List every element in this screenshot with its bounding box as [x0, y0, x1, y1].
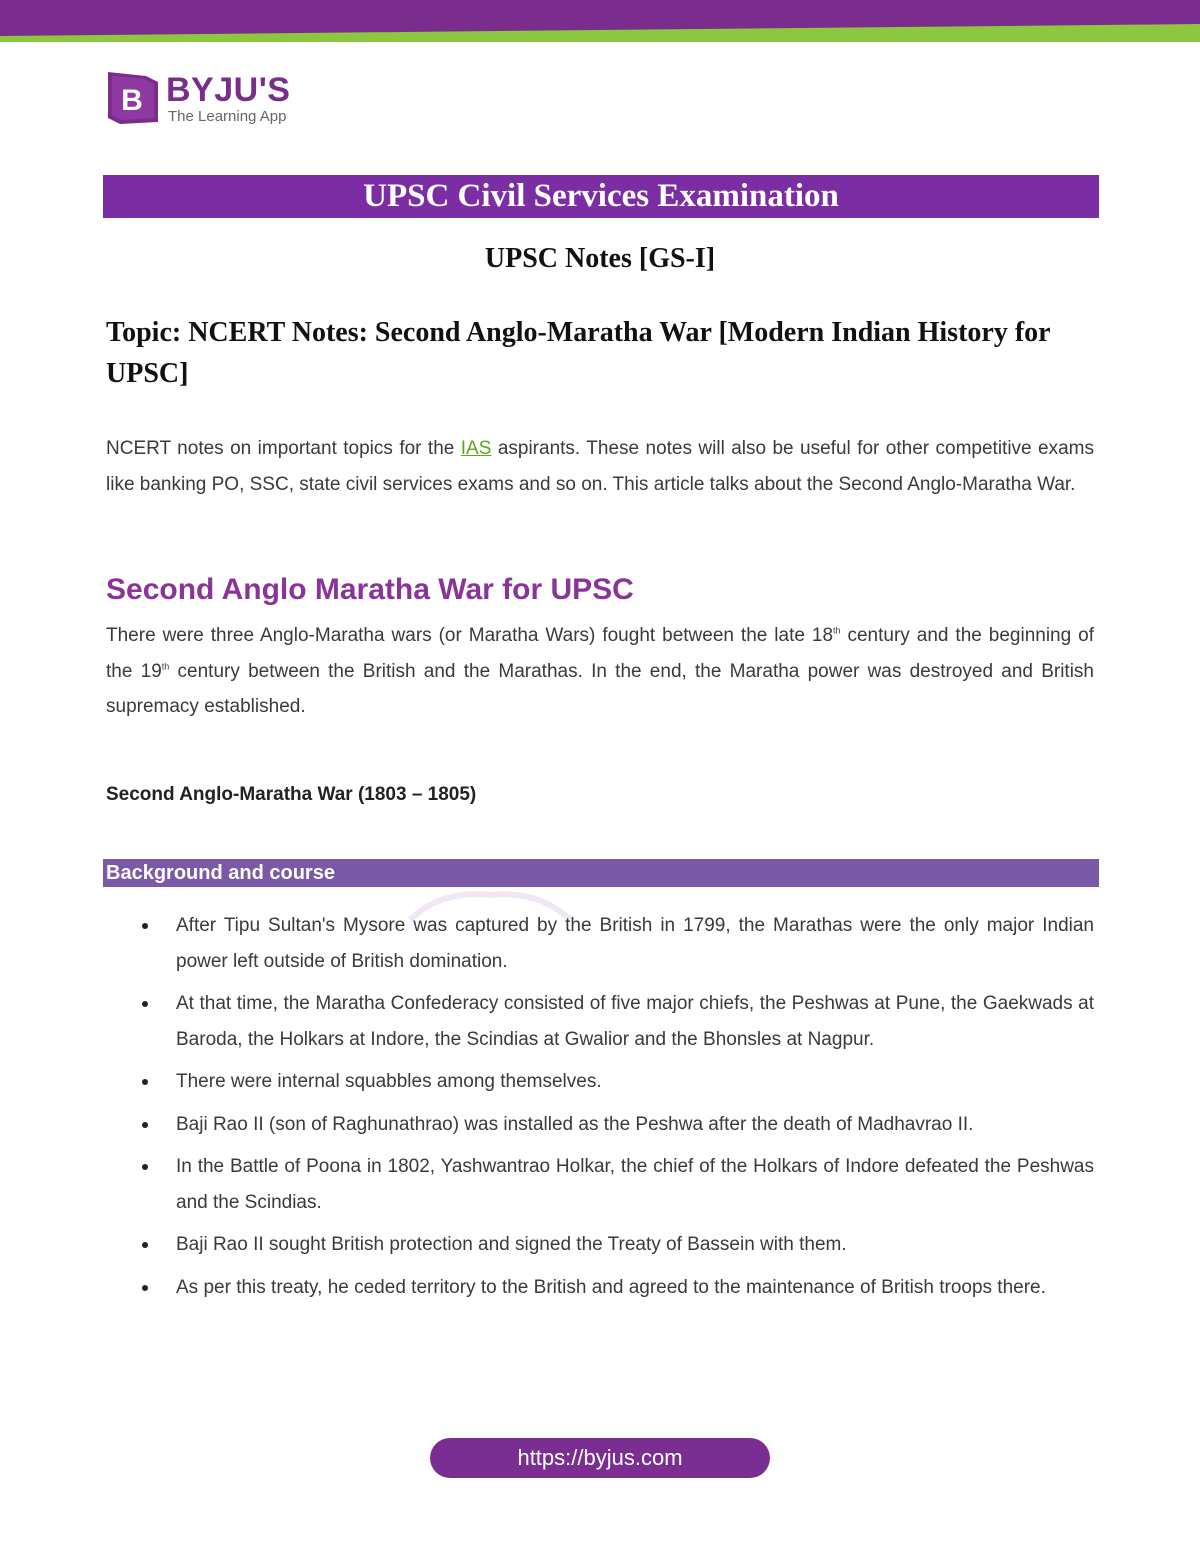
ordinal-suffix-2: th: [161, 661, 170, 672]
background-bullet-list: [106, 908, 1094, 1305]
bullet-text: After Tipu Sultan's Mysore was captured by the British in 1799, the Marathas were the only major Indian power left outside of British domination.: [176, 915, 1094, 972]
top-decorative-band: [0, 0, 1200, 42]
logo-letter: B: [121, 84, 143, 117]
bullet-item: [106, 1064, 1094, 1100]
intro-text-end: aspirants. These notes will also be useful for other competitive exams like banking PO, SSC, state civil services exams and so on. This article talks about the Second Anglo-Maratha War.: [106, 438, 1094, 495]
bullet-item: [106, 1107, 1094, 1143]
bullet-item: [106, 1227, 1094, 1263]
bullet-dot-icon: [142, 1079, 148, 1085]
bullet-item: [106, 986, 1094, 1057]
bullet-dot-icon: [142, 1285, 148, 1291]
section-heading: Second Anglo Maratha War for UPSC: [106, 573, 634, 606]
logo-tagline: The Learning App: [168, 108, 287, 125]
topic-title: Topic: NCERT Notes: Second Anglo-Maratha War [Modern Indian History for UPSC]: [106, 317, 1051, 389]
bullet-text: Baji Rao II sought British protection and signed the Treaty of Bassein with them.: [176, 1234, 847, 1255]
background-section-bar: [103, 859, 1099, 887]
intro-paragraph: [106, 431, 1094, 502]
intro-text-start: NCERT notes on important topics for the: [106, 438, 461, 459]
byjus-logo[interactable]: [106, 70, 326, 130]
notes-subtitle: UPSC Notes [GS-I]: [484, 243, 716, 274]
bullet-text: Baji Rao II (son of Raghunathrao) was installed as the Peshwa after the death of Madhavrao II.: [176, 1113, 974, 1135]
war-subheading: Second Anglo-Maratha War (1803 – 1805): [106, 784, 477, 805]
footer-url-link[interactable]: https://byjus.com: [430, 1438, 770, 1478]
bullet-item: [106, 1149, 1094, 1220]
section-text-3: century between the British and the Marathas. In the end, the Maratha power was destroyed and British supremacy established.: [106, 660, 1094, 717]
bullet-dot-icon: [142, 1242, 148, 1248]
bullet-dot-icon: [142, 923, 148, 929]
bullet-text: In the Battle of Poona in 1802, Yashwantrao Holkar, the chief of the Holkars of Indore defeated the Peshwas and the Scindias.: [176, 1156, 1094, 1213]
section-text-2: century and the beginning of the 19: [106, 625, 1094, 682]
bullet-text: At that time, the Maratha Confederacy consisted of five major chiefs, the Peshwas at Pune, the Gaekwads at Baroda, the Holkars at Indore, the Scindias at Gwalior and the Bhonsles at Nagpur.: [176, 993, 1094, 1050]
section-text-1: There were three Anglo-Maratha wars (or Maratha Wars) fought between the late 18: [106, 625, 834, 646]
bullet-item: [106, 1270, 1094, 1306]
byjus-logo-mark-icon: [106, 70, 160, 126]
bullet-dot-icon: [142, 1001, 148, 1007]
bullet-text: There were internal squabbles among themselves.: [176, 1071, 602, 1092]
exam-banner: UPSC Civil Services Examination: [103, 175, 1099, 218]
ias-link[interactable]: IAS: [460, 438, 492, 459]
logo-brand-name: BYJU'S: [166, 71, 291, 109]
section-paragraph: [106, 618, 1094, 725]
bullet-dot-icon: [142, 1164, 148, 1170]
background-section-title: Background and course: [106, 862, 335, 884]
bullet-dot-icon: [142, 1122, 148, 1128]
bullet-text: As per this treaty, he ceded territory to the British and agreed to the maintenance of British troops there.: [176, 1276, 1046, 1298]
ordinal-suffix-1: th: [833, 625, 841, 636]
bullet-item: [106, 908, 1094, 979]
